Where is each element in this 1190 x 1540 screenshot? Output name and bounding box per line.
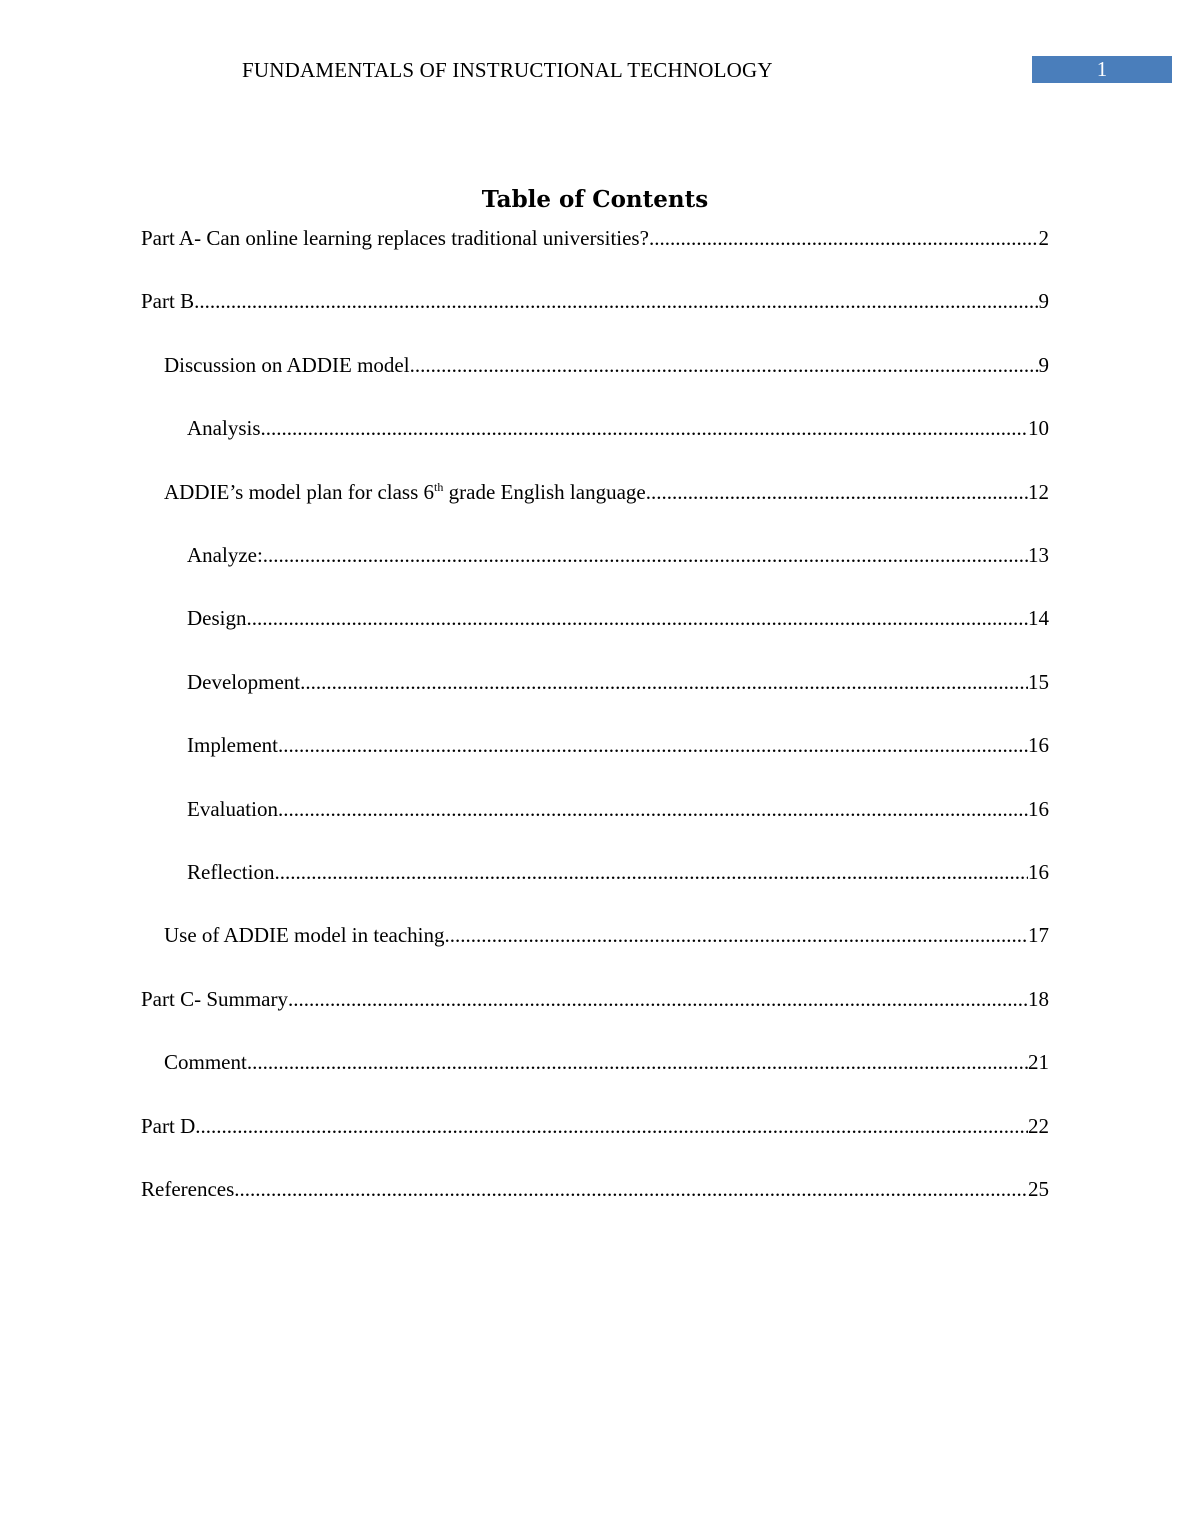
toc-entry[interactable] xyxy=(187,796,1049,822)
toc-entry-page-number: 22 xyxy=(1028,1114,1049,1138)
toc-entry-page-number: 25 xyxy=(1028,1177,1049,1201)
toc-entry-page-number: 15 xyxy=(1028,670,1049,694)
page-number-badge: 1 xyxy=(1032,56,1172,83)
running-header-title: FUNDAMENTALS OF INSTRUCTIONAL TECHNOLOGY xyxy=(242,58,773,82)
toc-entry[interactable] xyxy=(141,288,1049,314)
toc-dot-leader xyxy=(410,352,1039,378)
toc-entry-page-number: 14 xyxy=(1028,606,1049,630)
toc-entry[interactable] xyxy=(187,415,1049,441)
toc-dot-leader xyxy=(300,669,1028,695)
toc-entry-title-text: References xyxy=(141,1177,235,1201)
toc-entry-title xyxy=(164,479,646,505)
toc-dot-leader xyxy=(278,732,1028,758)
toc-entry-title-text: Comment xyxy=(164,1050,247,1074)
toc-entry[interactable] xyxy=(141,1176,1049,1202)
toc-entry-page-number: 12 xyxy=(1028,480,1049,504)
toc-entry-title-text: Use of ADDIE model in teaching xyxy=(164,923,445,947)
toc-entry-title xyxy=(141,225,649,251)
toc-dot-leader xyxy=(278,796,1028,822)
toc-entry-page-number: 16 xyxy=(1028,733,1049,757)
toc-entry[interactable] xyxy=(187,859,1049,885)
toc-entry-title-text: Part C- Summary xyxy=(141,987,288,1011)
toc-entry-title-text: Design xyxy=(187,606,247,630)
toc-entry-title-text: Part A- Can online learning replaces traditional universities? xyxy=(141,226,649,250)
toc-dot-leader xyxy=(649,225,1039,251)
toc-entry-title-text: Reflection xyxy=(187,860,275,884)
toc-entry-title-text: Part D xyxy=(141,1114,196,1138)
toc-entry-page-number: 17 xyxy=(1028,923,1049,947)
toc-entry-title xyxy=(187,605,247,631)
toc-entry[interactable] xyxy=(164,479,1049,505)
toc-entry-title-text: ADDIE’s model plan for class 6 xyxy=(164,480,435,504)
toc-dot-leader xyxy=(234,1176,1028,1202)
toc-entry-title xyxy=(141,1176,234,1202)
toc-entry-title xyxy=(187,859,274,885)
toc-entry[interactable] xyxy=(187,732,1049,758)
toc-entry[interactable] xyxy=(164,922,1049,948)
toc-entry-page-number: 2 xyxy=(1038,226,1049,250)
toc-dot-leader xyxy=(194,288,1038,314)
toc-dot-leader xyxy=(646,479,1028,505)
toc-entry[interactable] xyxy=(187,542,1049,568)
toc-entry-title-text: Implement xyxy=(187,733,278,757)
toc-dot-leader xyxy=(445,922,1028,948)
toc-dot-leader xyxy=(247,1049,1028,1075)
toc-entry-title xyxy=(141,288,194,314)
toc-entry-page-number: 10 xyxy=(1028,416,1049,440)
toc-entry-page-number: 16 xyxy=(1028,797,1049,821)
toc-entry-superscript: th xyxy=(434,480,444,494)
toc-entry[interactable] xyxy=(141,986,1049,1012)
toc-dot-leader xyxy=(195,1113,1028,1139)
toc-dot-leader xyxy=(261,415,1029,441)
toc-entry-title xyxy=(141,986,288,1012)
toc-entry-page-number: 18 xyxy=(1028,987,1049,1011)
toc-entry-title-text: Discussion on ADDIE model xyxy=(164,353,410,377)
toc-entry-page-number: 16 xyxy=(1028,860,1049,884)
toc-entry-title-text: Analyze: xyxy=(187,543,263,567)
toc-entry[interactable] xyxy=(164,1049,1049,1075)
toc-entry-title xyxy=(187,796,278,822)
toc-entry-title-text: Analysis xyxy=(187,416,261,440)
toc-entry-title xyxy=(164,1049,247,1075)
toc-dot-leader xyxy=(247,605,1029,631)
toc-entry[interactable] xyxy=(141,225,1049,251)
toc-entry[interactable] xyxy=(164,352,1049,378)
toc-entry[interactable] xyxy=(187,605,1049,631)
toc-entry-title xyxy=(164,922,445,948)
toc-entry-title xyxy=(187,415,261,441)
toc-entry-page-number: 13 xyxy=(1028,543,1049,567)
toc-entry[interactable] xyxy=(187,669,1049,695)
toc-entry-page-number: 9 xyxy=(1038,353,1049,377)
toc-heading: Table of Contents xyxy=(481,186,709,213)
toc-entry-page-number: 21 xyxy=(1028,1050,1049,1074)
toc-entry-title xyxy=(187,732,278,758)
toc-dot-leader xyxy=(274,859,1028,885)
toc-dot-leader xyxy=(288,986,1028,1012)
toc-dot-leader xyxy=(263,542,1028,568)
toc-entry[interactable] xyxy=(141,1113,1049,1139)
toc-entry-title-text: Part B xyxy=(141,289,195,313)
toc-entry-title xyxy=(187,542,263,568)
toc-entry-title xyxy=(164,352,410,378)
toc-entry-title xyxy=(187,669,300,695)
toc-entry-title-text: Development xyxy=(187,670,301,694)
toc-entry-title-continuation: grade English language xyxy=(443,480,646,504)
toc-entry-title xyxy=(141,1113,195,1139)
toc-entry-title-text: Evaluation xyxy=(187,797,278,821)
toc-entry-page-number: 9 xyxy=(1038,289,1049,313)
